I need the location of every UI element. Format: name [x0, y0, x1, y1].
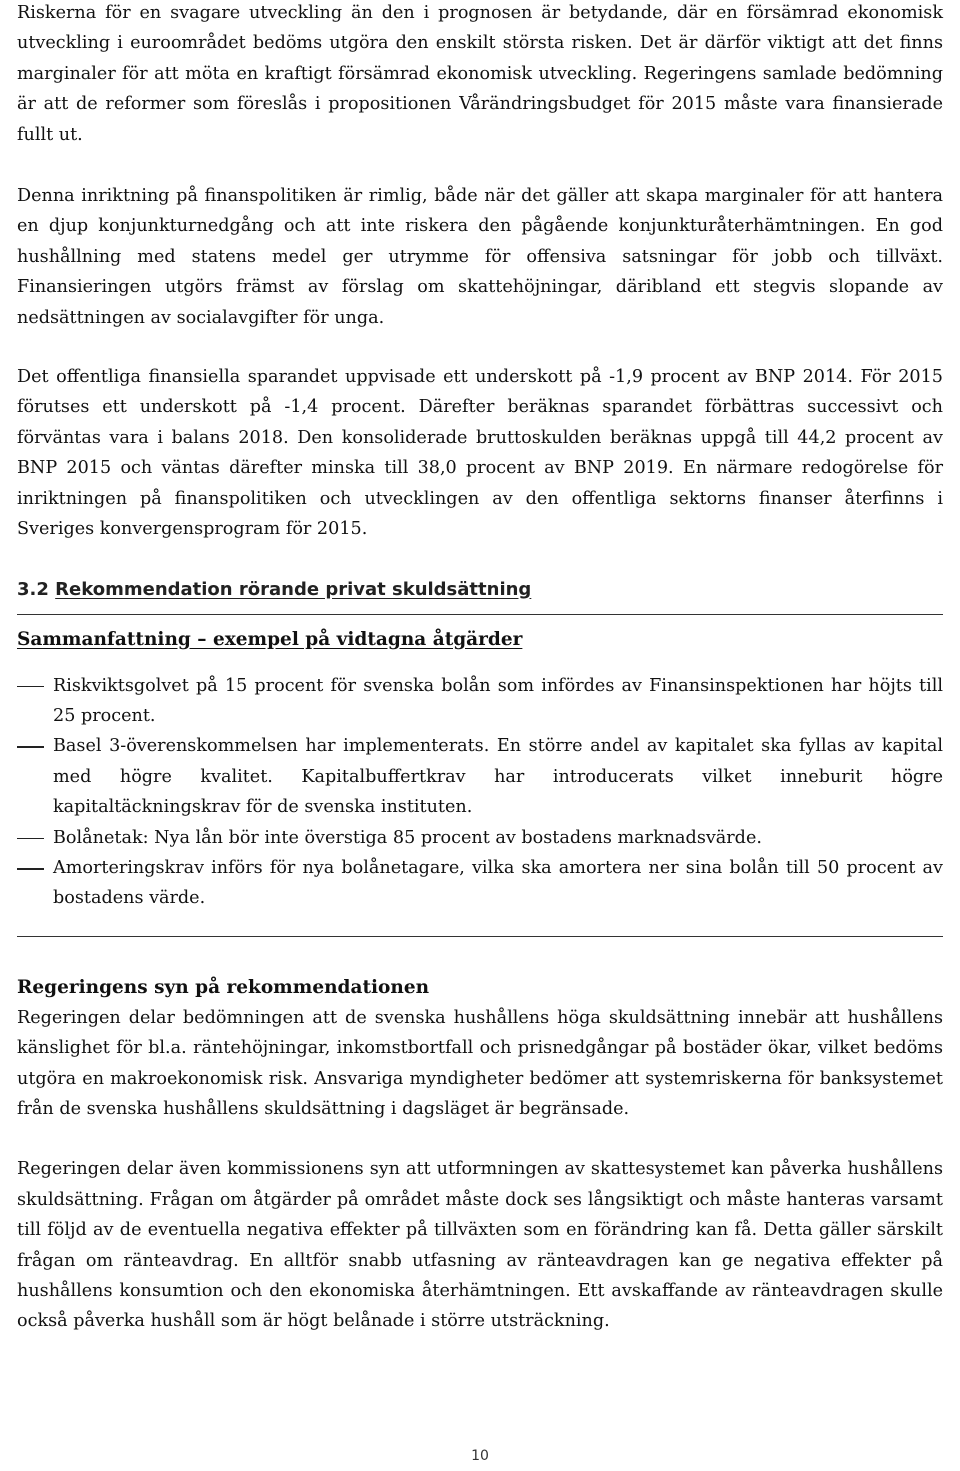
summary-bullet-text: Basel 3-överenskommelsen har implementerats. En större andel av kapitalet ska fyllas av kapital med högre kvalitet. Kapitalbuffertkrav har introducerats vilket inneburit högre kapitaltäckningskrav för de svenska instituten.: [53, 736, 943, 818]
summary-bullet-text: Riskviktsgolvet på 15 procent för svenska bolån som infördes av Finansinspektionen har höjts till 25 procent.: [53, 675, 943, 726]
document-page: [17, 0, 943, 1337]
summary-bullet-item: [17, 731, 943, 822]
section-title: Rekommendation rörande privat skuldsättning: [55, 578, 532, 600]
summary-bullet-item: [17, 823, 943, 853]
summary-bullet-item: [17, 671, 943, 732]
summary-box-title: Sammanfattning – exempel på vidtagna åtgärder: [17, 628, 523, 650]
government-view-heading: Regeringens syn på rekommendationen: [17, 976, 430, 998]
summary-bullet-text: Bolånetak: Nya lån bör inte överstiga 85 procent av bostadens marknadsvärde.: [53, 827, 762, 848]
section-heading: [17, 575, 943, 605]
paragraph-risks: Riskerna för en svagare utveckling än den i prognosen är betydande, där en försämrad ekonomisk utveckling i euroområdet bedöms utgöra den enskilt största risken. Det är därför viktigt att det finns marginaler för att möta en kraftigt försämrad ekonomisk utveckling. Regeringens samlade bedömning är att de reformer som föreslås i propositionen Vårändringsbudget för 2015 måste vara finansierade fullt ut.: [17, 3, 943, 145]
paragraph-government-view: Regeringen delar bedömningen att de svenska hushållens höga skuldsättning innebär att hushållens känslighet för bl.a. räntehöjningar, inkomstbortfall och prisnedgångar på bostäder ökar, vilket bedöms utgöra en makroekonomisk risk. Ansvariga myndigheter bedömer att systemriskerna för banksystemet från de svenska hushållens skuldsättning i dagsläget är begränsade.: [17, 1007, 943, 1119]
paragraph-fiscal-policy: Denna inriktning på finanspolitiken är rimlig, både när det gäller att skapa marginaler för att hantera en djup konjunkturnedgång och att inte riskera den pågående konjunkturåterhämtningen. En god hushållning med statens medel ger utrymme för offensiva satsningar för jobb och tillväxt. Finansieringen utgörs främst av förslag om skattehöjningar, däribland ett stegvis slopande av nedsättningen av socialavgifter för unga.: [17, 186, 943, 328]
section-number: 3.2: [17, 578, 49, 600]
summary-box: [17, 614, 943, 937]
summary-bullet-item: [17, 853, 943, 914]
paragraph-tax-system: Regeringen delar även kommissionens syn att utformningen av skattesystemet kan påverka hushållens skuldsättning. Frågan om åtgärder på området måste dock ses långsiktigt och måste hanteras varsamt till följd av de eventuella negativa effekter på tillväxten som en förändring kan få. Detta gäller särskilt frågan om ränteavdrag. En alltför snabb utfasning av ränteavdragen kan ge negativa effekter på hushållens konsumtion och den ekonomiska återhämtningen. Ett avskaffande av ränteavdragen skulle också påverka hushåll som är högt belånade i större utsträckning.: [17, 1159, 943, 1332]
summary-bullet-text: Amorteringskrav införs för nya bolånetagare, vilka ska amortera ner sina bolån till 50 procent av bostadens värde.: [53, 857, 943, 909]
summary-bullet-list: [17, 671, 943, 914]
page-number: 10: [471, 1448, 489, 1464]
paragraph-public-finances: Det offentliga finansiella sparandet uppvisade ett underskott på -1,9 procent av BNP 2014. För 2015 förutses ett underskott på -1,4 procent. Därefter beräknas sparandet förbättras successivt och förväntas vara i balans 2018. Den konsoliderade bruttoskulden beräknas uppgå till 44,2 procent av BNP 2015 och väntas därefter minska till 38,0 procent av BNP 2019. En närmare redogörelse för inriktningen på finanspolitiken och utvecklingen av den offentliga sektorns finanser återfinns i Sveriges konvergensprogram för 2015.: [17, 367, 943, 540]
